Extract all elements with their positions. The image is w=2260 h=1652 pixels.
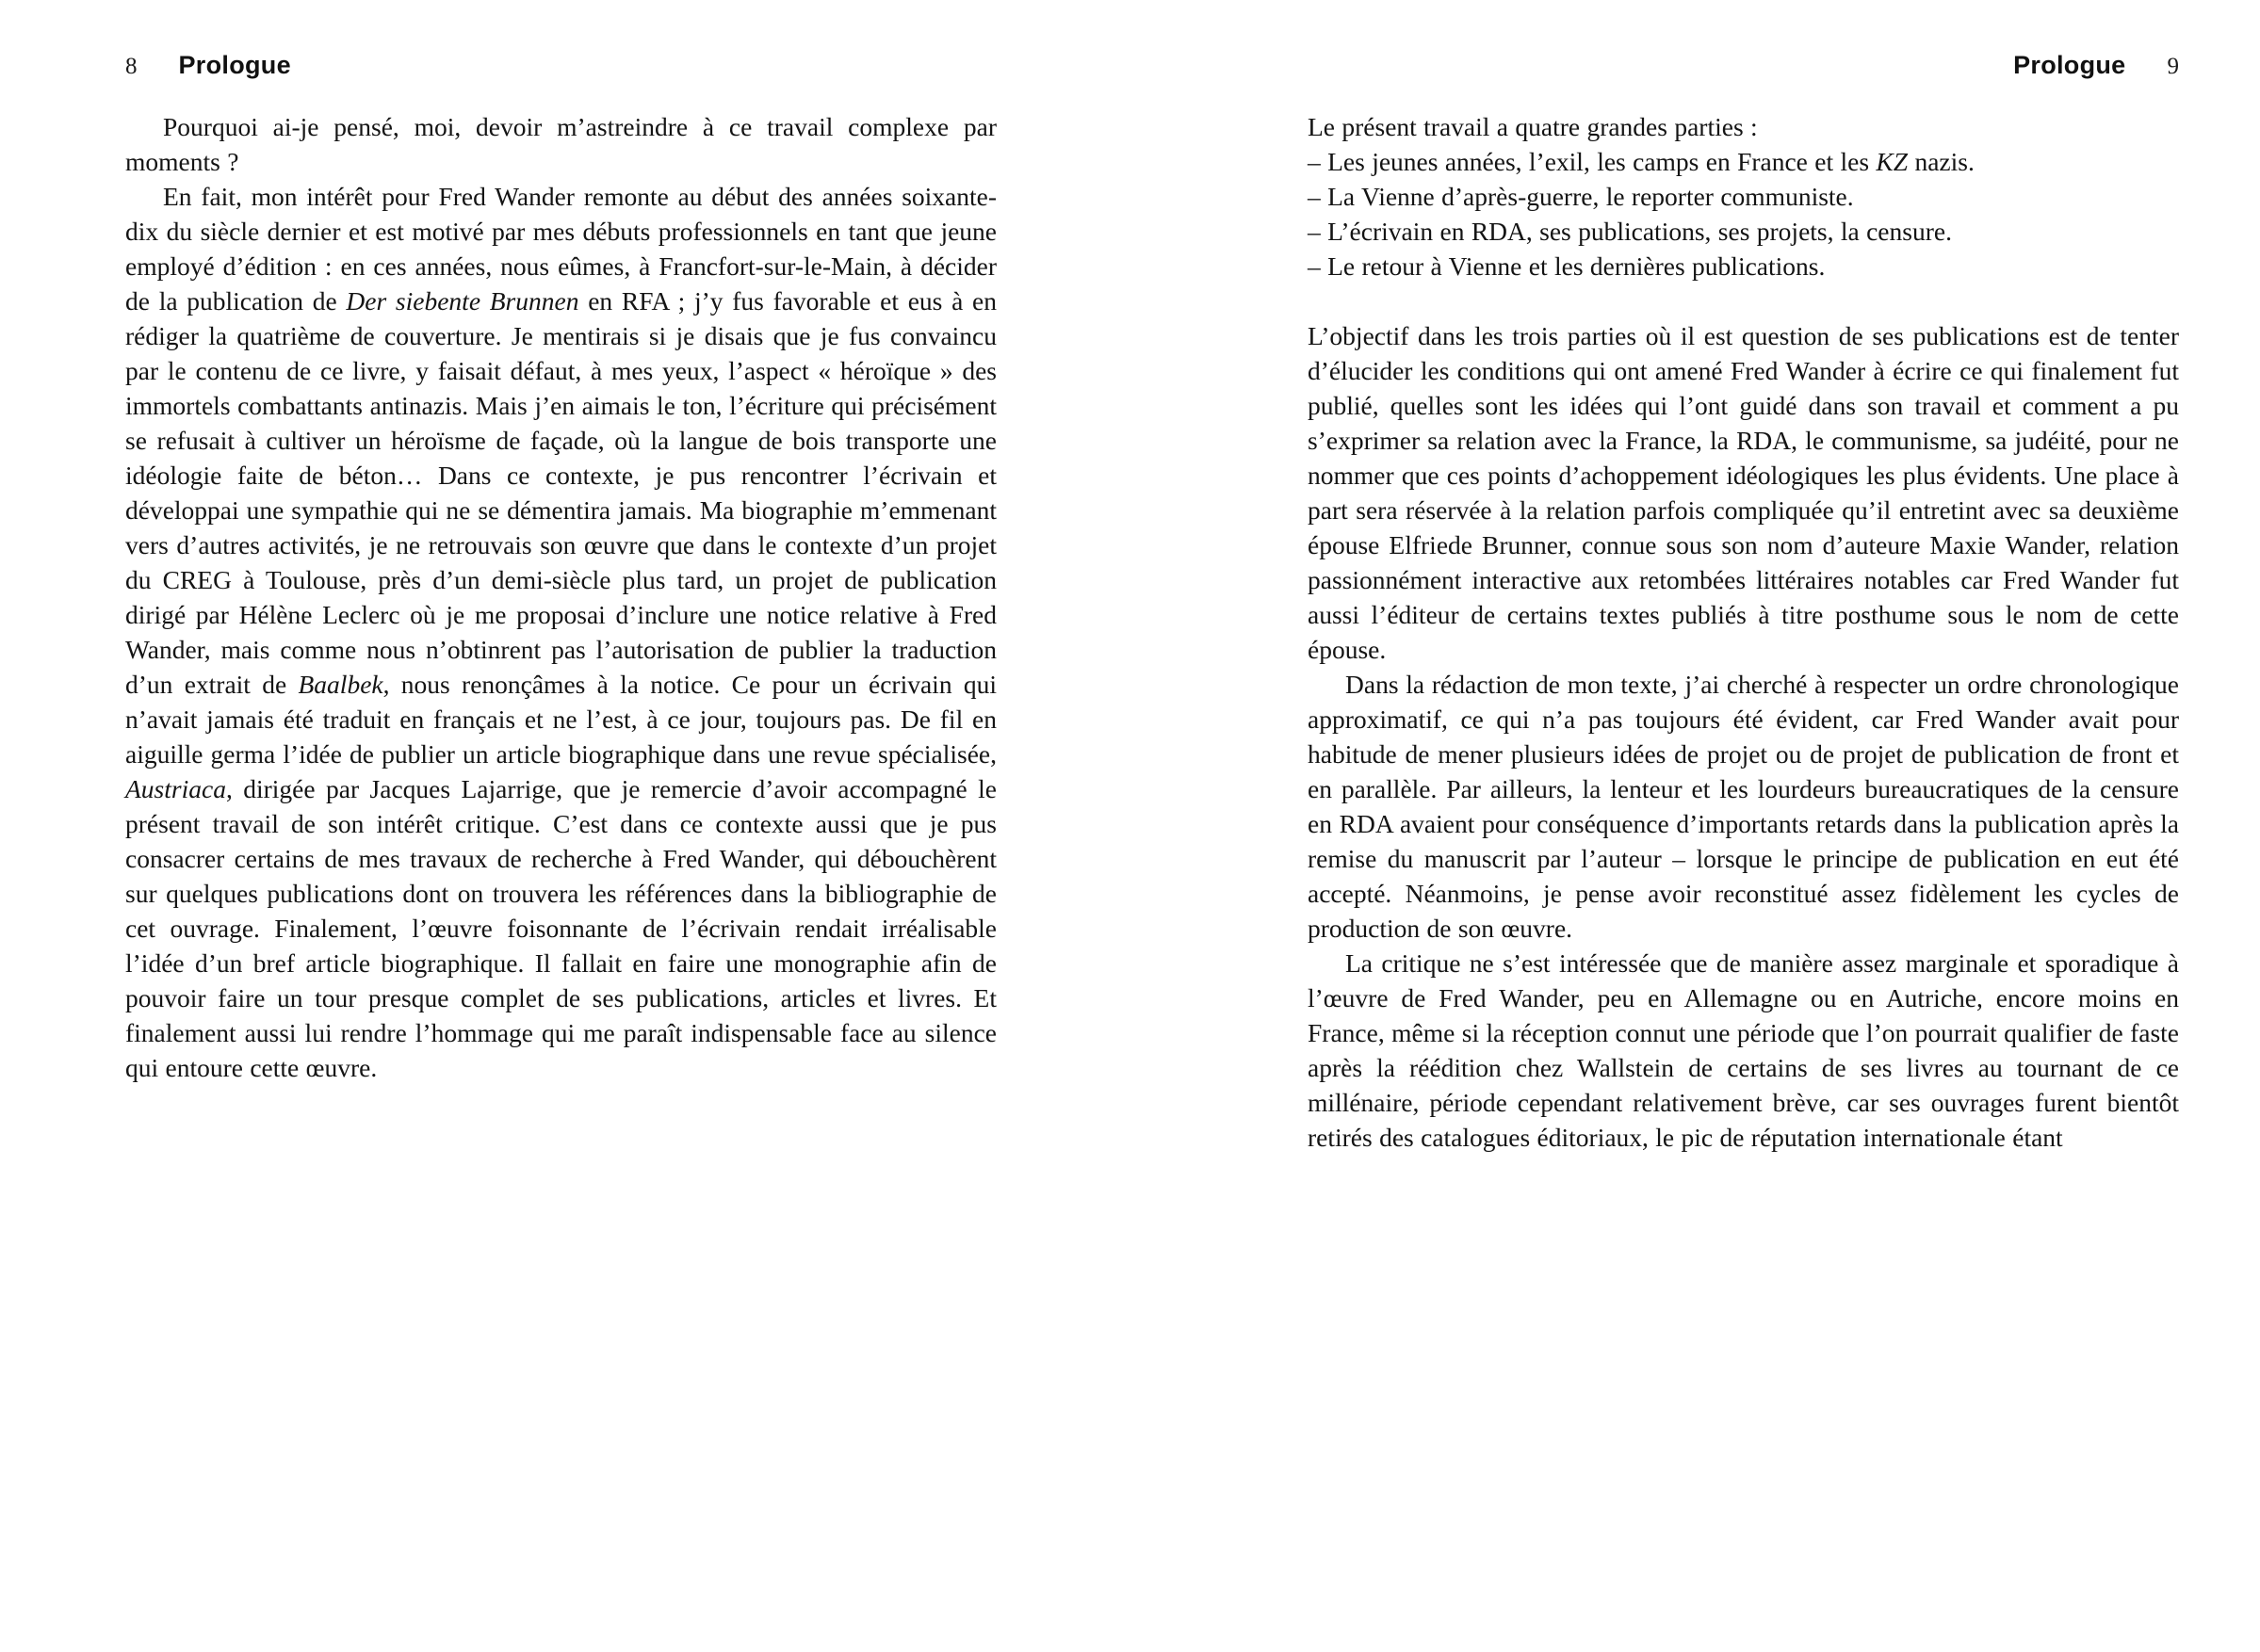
page-body-right (1308, 109, 2179, 1155)
italic-text-segment: KZ (1876, 147, 1909, 176)
text-segment: nazis. (1908, 147, 1975, 176)
italic-text-segment: Der siebente Brunnen (346, 286, 579, 316)
page-header-right (1308, 51, 2179, 80)
page-right (1308, 0, 2179, 1652)
text-segment: En fait, mon intérêt pour Fred Wander remonte au début des années soixante-dix du siècle dernier et est motivé par mes débuts professionnels en tant que jeune employé d’édition : en ces années, nous eûmes, à Francfort-sur-le-Main, à décider de la publication de (125, 182, 997, 316)
paragraph (1308, 249, 2179, 283)
page-number-right: 9 (2167, 54, 2179, 79)
paragraph (125, 109, 997, 179)
paragraph (1308, 109, 2179, 144)
page-number-left: 8 (125, 54, 138, 79)
paragraph (1308, 179, 2179, 214)
running-title-left: Prologue (178, 51, 291, 79)
text-segment: , nous renonçâmes à la notice. Ce pour un écrivain qui n’avait jamais été traduit en français et ne l’est, à ce jour, toujours pas. De fil en aiguille germa l’idée de publier un article biographique dans une revue spécialisée, (125, 670, 997, 769)
text-segment: La critique ne s’est intéressée que de manière assez marginale et sporadique à l’œuvre de Fred Wander, peu en Allemagne ou en Autriche, encore moins en France, même si la réception connut une période que l’on pourrait qualifier de faste après la réédition chez Wallstein de certains de ses livres au tournant de ce millénaire, période cependant relativement brève, car ses ouvrages furent bientôt retirés des catalogues éditoriaux, le pic de réputation internationale étant (1308, 948, 2179, 1152)
text-segment: Pourquoi ai-je pensé, moi, devoir m’astreindre à ce travail complexe par moments ? (125, 112, 997, 176)
text-segment: Dans la rédaction de mon texte, j’ai cherché à respecter un ordre chronologique approximatif, ce qui n’a pas toujours été évident, car Fred Wander avait pour habitude de mener plusieurs idées de projet ou de projet de publication de front et en parallèle. Par ailleurs, la lenteur et les lourdeurs bureaucratiques de la censure en RDA avaient pour conséquence d’importants retards dans la publication après la remise du manuscrit par l’auteur – lorsque le principe de publication en eut été accepté. Néanmoins, je pense avoir reconstitué assez fidèlement les cycles de production de son œuvre. (1308, 670, 2179, 943)
text-segment: – Les jeunes années, l’exil, les camps en France et les (1308, 147, 1877, 176)
page-left (125, 0, 997, 1652)
paragraph (1308, 214, 2179, 249)
paragraph (1308, 667, 2179, 946)
paragraph (1308, 946, 2179, 1155)
text-segment: en RFA ; j’y fus favorable et eus à en rédiger la quatrième de couverture. Je mentirais si je disais que je fus convaincu par le contenu de ce livre, y faisait défaut, à mes yeux, l’aspect « héroïque » des immortels combattants antinazis. Mais j’en aimais le ton, l’écriture qui précisément se refusait à cultiver un héroïsme de façade, où la langue de bois transporte une idéologie faite de béton… Dans ce contexte, je pus rencontrer l’écrivain et développai une sympathie qui ne se démentira jamais. Ma biographie m’emmenant vers d’autres activités, je ne retrouvais son œuvre que dans le contexte d’un projet du CREG à Toulouse, près d’un demi-siècle plus tard, un projet de publication dirigé par Hélène Leclerc où je me proposai d’inclure une notice relative à Fred Wander, mais comme nous n’obtinrent pas l’autorisation de publier la traduction d’un extrait de (125, 286, 997, 699)
page-body-left (125, 109, 997, 1085)
text-segment: Le présent travail a quatre grandes parties : (1308, 112, 1758, 141)
text-segment: – La Vienne d’après-guerre, le reporter communiste. (1308, 182, 1854, 211)
text-segment: – L’écrivain en RDA, ses publications, ses projets, la censure. (1308, 217, 1952, 246)
text-segment: , dirigée par Jacques Lajarrige, que je remercie d’avoir accompagné le présent travail de son intérêt critique. C’est dans ce contexte aussi que je pus consacrer certains de mes travaux de recherche à Fred Wander, qui débouchèrent sur quelques publications dont on trouvera les références dans la bibliographie de cet ouvrage. Finalement, l’œuvre foisonnante de l’écrivain rendait irréalisable l’idée d’un bref article biographique. Il fallait en faire une monographie afin de pouvoir faire un tour presque complet de ses publications, articles et livres. Et finalement aussi lui rendre l’hommage qui me paraît indispensable face au silence qui entoure cette œuvre. (125, 774, 997, 1082)
italic-text-segment: Baalbek (298, 670, 383, 699)
page-header-left (125, 51, 997, 80)
running-title-right: Prologue (2013, 51, 2126, 79)
paragraph (1308, 144, 2179, 179)
text-segment: – Le retour à Vienne et les dernières publications. (1308, 251, 1826, 281)
text-segment: L’objectif dans les trois parties où il est question de ses publications est de tenter d’élucider les conditions qui ont amené Fred Wander à écrire ce qui finalement fut publié, quelles sont les idées qui l’ont guidé dans son travail et comment a pu s’exprimer sa relation avec la France, la RDA, le communisme, sa judéité, pour ne nommer que ces points d’achoppement idéologiques les plus évidents. Une place à part sera réservée à la relation parfois compliquée qu’il entretint avec sa deuxième épouse Elfriede Brunner, connue sous son nom d’auteure Maxie Wander, relation passionnément interactive aux retombées littéraires notables car Fred Wander fut aussi l’éditeur de certains textes publiés à titre posthume sous le nom de cette épouse. (1308, 321, 2179, 664)
paragraph (125, 179, 997, 1085)
italic-text-segment: Austriaca (125, 774, 226, 803)
paragraph (1308, 318, 2179, 667)
